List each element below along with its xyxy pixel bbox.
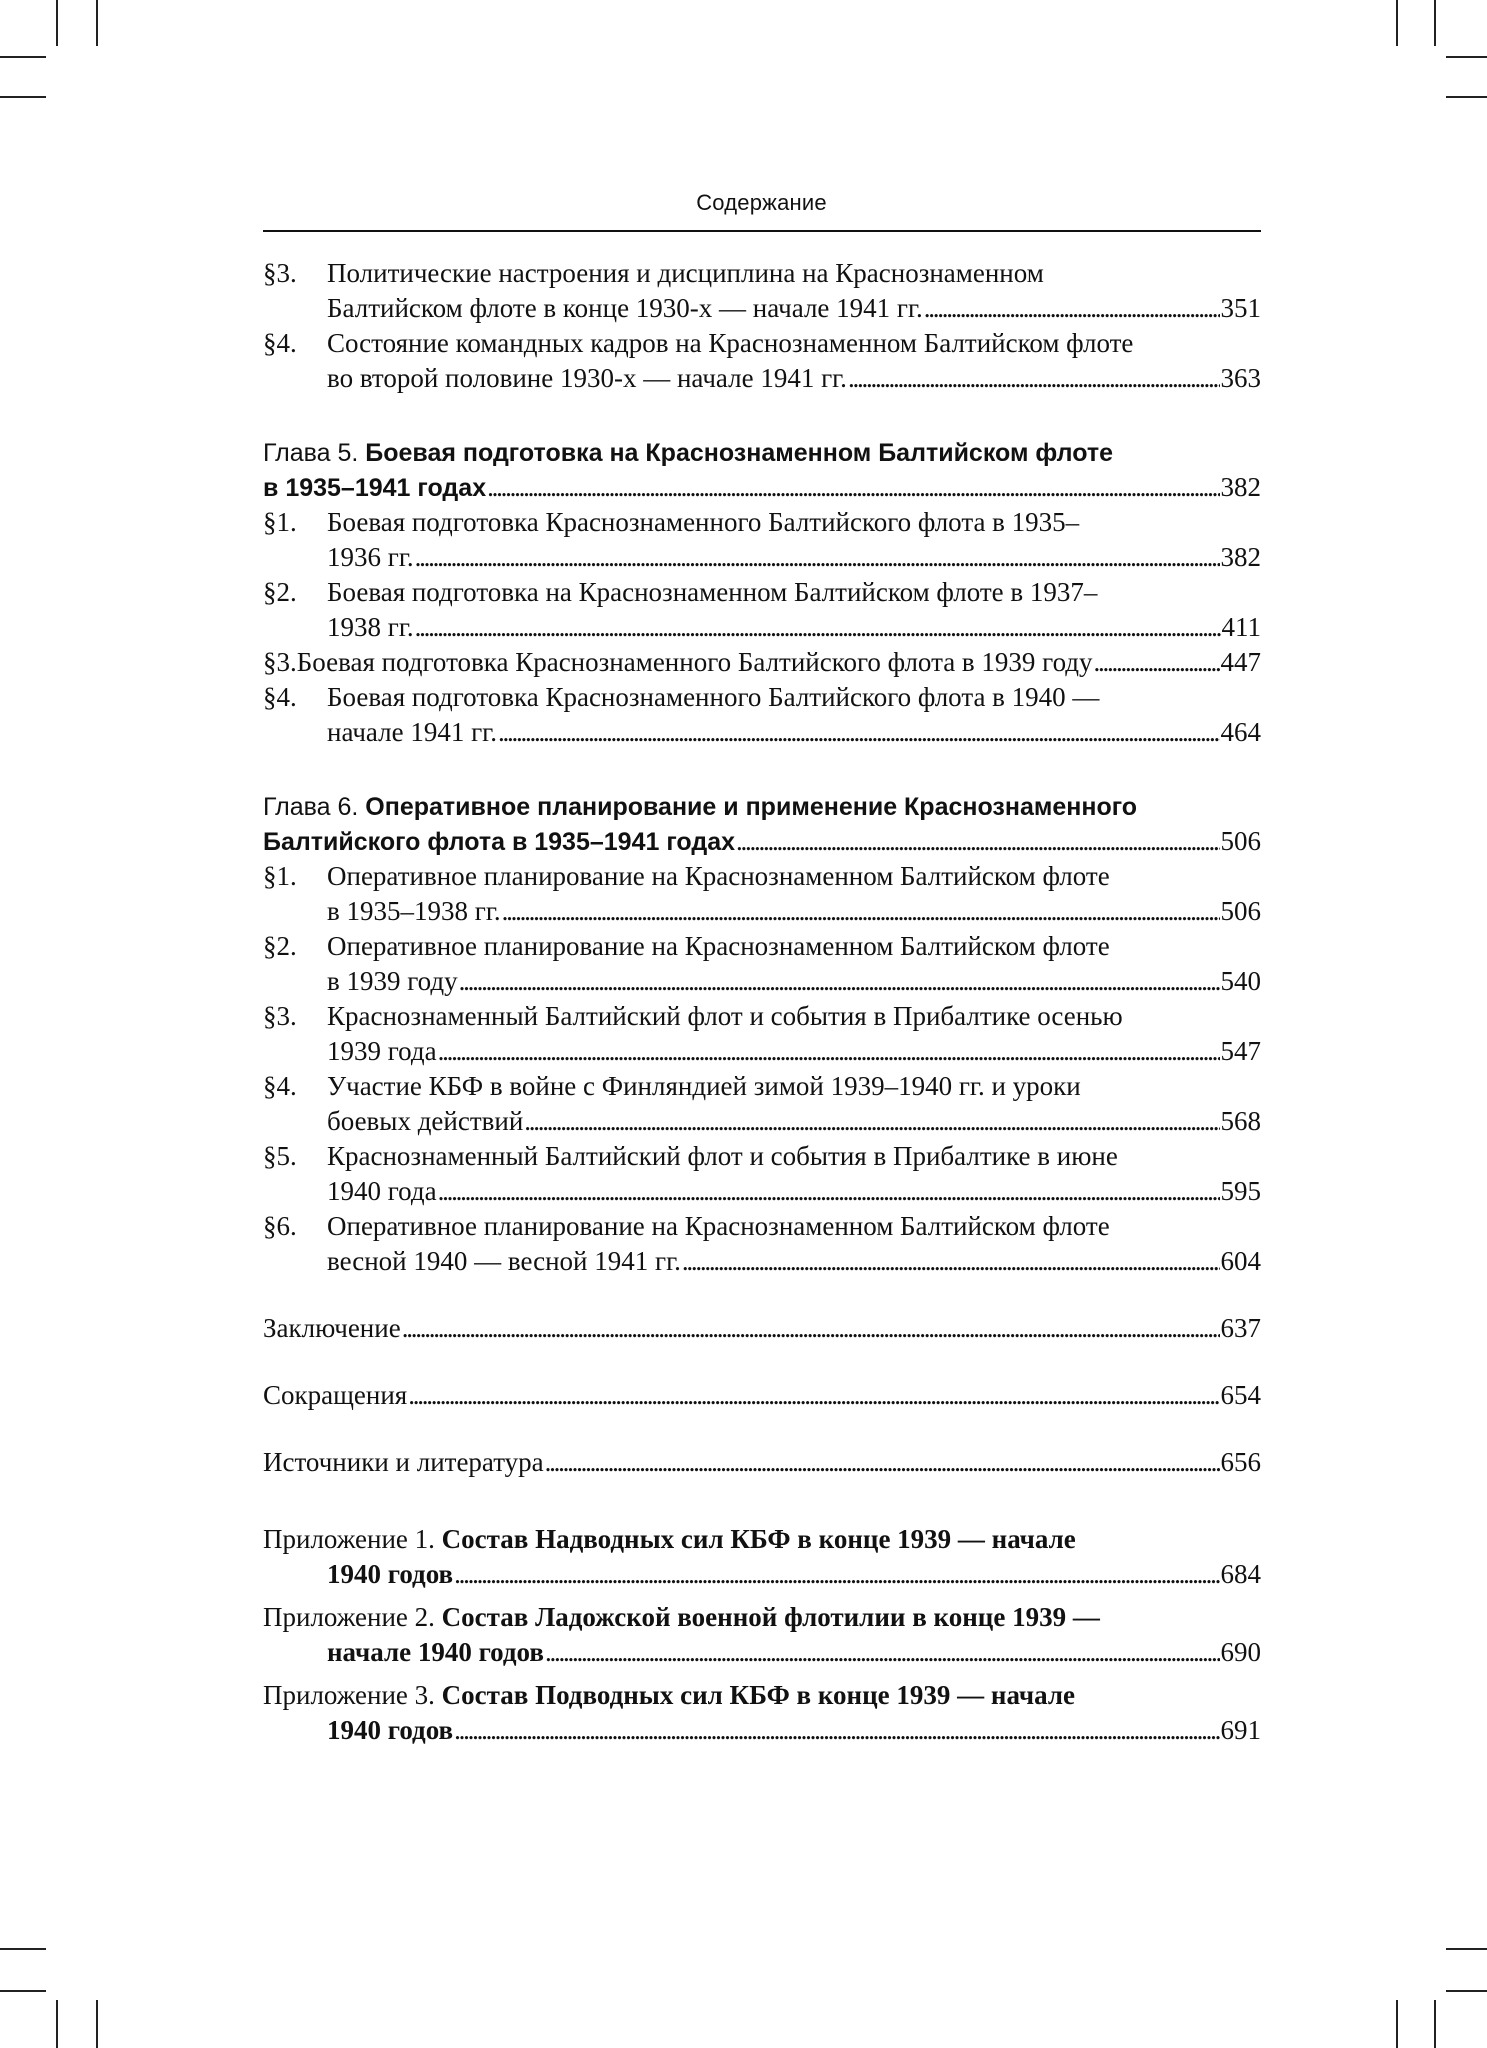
section-title: Краснознаменный Балтийский флот и события в Прибалтике в июне <box>327 1141 1118 1171</box>
page-number: 604 <box>1220 1246 1261 1276</box>
section-title: Состояние командных кадров на Краснознаменном Балтийском флоте <box>327 328 1134 358</box>
section-title: в 1935–1938 гг. <box>327 896 501 926</box>
page-number: 691 <box>1220 1715 1261 1745</box>
leader-dots <box>736 824 1219 859</box>
crop-mark <box>96 2000 98 2048</box>
section-title: боевых действий <box>327 1106 524 1136</box>
crop-mark <box>1446 96 1487 98</box>
section-number: §4. <box>263 682 297 712</box>
section-title: Политические настроения и дисциплина на Краснознаменном <box>327 258 1044 288</box>
appendix-title: Состав Подводных сил КБФ в конце 1939 — начале <box>441 1680 1075 1710</box>
crop-mark <box>1434 2000 1436 2048</box>
toc-entry-sources[interactable] <box>263 1445 1261 1480</box>
chapter-title: Оперативное планирование и применение Краснознаменного <box>365 793 1138 821</box>
crop-mark <box>96 0 98 46</box>
page-number: 690 <box>1220 1637 1261 1667</box>
appendix-entry[interactable] <box>263 1600 1261 1670</box>
section-number: §3. <box>263 1001 297 1031</box>
toc-entry-abbreviations[interactable] <box>263 1378 1261 1413</box>
appendix-prefix: Приложение 3. <box>263 1680 442 1710</box>
header-rule <box>263 230 1261 232</box>
appendix-title: 1940 годов <box>327 1715 454 1745</box>
section-title: 1938 гг. <box>327 612 414 642</box>
toc-entry[interactable] <box>263 505 1261 575</box>
chapter-title: Балтийского флота в 1935–1941 годах <box>263 828 736 856</box>
entry-title: Заключение <box>263 1313 401 1343</box>
leader-dots <box>498 715 1220 750</box>
toc-entry[interactable] <box>263 256 1261 326</box>
appendix-entry[interactable] <box>263 1522 1261 1592</box>
section-number: §1. <box>263 507 297 537</box>
section-title: 1939 года <box>327 1036 437 1066</box>
appendix-prefix: Приложение 2. <box>263 1602 442 1632</box>
page-number: 363 <box>1220 363 1261 393</box>
section-number: §3. <box>263 258 297 288</box>
leader-dots <box>545 1635 1220 1670</box>
crop-mark <box>0 1990 46 1992</box>
chapter-entry[interactable] <box>263 435 1261 505</box>
section-title: Участие КБФ в войне с Финляндией зимой 1939–1940 гг. и уроки <box>327 1071 1081 1101</box>
section-title: во второй половине 1930-х — начале 1941 гг. <box>327 363 847 393</box>
toc-entry[interactable] <box>263 645 1261 680</box>
section-title: Оперативное планирование на Краснознаменном Балтийском флоте <box>327 931 1110 961</box>
section-title: Оперативное планирование на Краснознаменном Балтийском флоте <box>327 1211 1110 1241</box>
toc-entry[interactable] <box>263 929 1261 999</box>
crop-mark <box>0 56 46 58</box>
page-number: 568 <box>1220 1106 1261 1136</box>
section-title: 1936 гг. <box>327 542 414 572</box>
appendix-title: Состав Надводных сил КБФ в конце 1939 — начале <box>441 1524 1076 1554</box>
leader-dots <box>487 470 1219 505</box>
page-number: 654 <box>1220 1380 1261 1410</box>
running-header: Содержание <box>696 190 827 215</box>
section-title: начале 1941 гг. <box>327 717 497 747</box>
table-of-contents <box>263 256 1261 1748</box>
section-number: §4. <box>263 1071 297 1101</box>
crop-mark <box>56 2000 58 2048</box>
section-title: Боевая подготовка на Краснознаменном Балтийском флоте в 1937– <box>327 577 1098 607</box>
toc-entry[interactable] <box>263 680 1261 750</box>
toc-entry[interactable] <box>263 326 1261 396</box>
section-title: Оперативное планирование на Краснознаменном Балтийском флоте <box>327 861 1110 891</box>
page-number: 656 <box>1220 1447 1261 1477</box>
entry-title: Сокращения <box>263 1380 408 1410</box>
toc-entry[interactable] <box>263 859 1261 929</box>
toc-entry[interactable] <box>263 1069 1261 1139</box>
crop-mark <box>1396 0 1398 46</box>
toc-entry[interactable] <box>263 999 1261 1069</box>
appendix-title: Состав Ладожской военной флотилии в конце 1939 — <box>441 1602 1100 1632</box>
crop-mark <box>1446 1948 1487 1950</box>
leader-dots <box>402 1311 1220 1346</box>
leader-dots <box>848 361 1220 396</box>
page-number: 684 <box>1220 1559 1261 1589</box>
leader-dots <box>524 1104 1219 1139</box>
crop-mark <box>0 1948 46 1950</box>
leader-dots <box>459 964 1220 999</box>
chapter-entry[interactable] <box>263 789 1261 859</box>
page-number: 540 <box>1220 966 1261 996</box>
chapter-prefix: Глава 5. <box>263 439 366 467</box>
leader-dots <box>415 540 1220 575</box>
chapter-prefix: Глава 6. <box>263 793 366 821</box>
section-title: Балтийском флоте в конце 1930-х — начале 1941 гг. <box>327 293 923 323</box>
section-number: §3. <box>263 647 297 677</box>
crop-mark <box>56 0 58 46</box>
page-number: 547 <box>1220 1036 1261 1066</box>
leader-dots <box>408 1378 1219 1413</box>
toc-entry[interactable] <box>263 1209 1261 1279</box>
chapter-title: в 1935–1941 годах <box>263 474 487 502</box>
appendix-entry[interactable] <box>263 1678 1261 1748</box>
crop-mark <box>1446 1990 1487 1992</box>
page-number: 382 <box>1220 542 1261 572</box>
leader-dots <box>545 1445 1220 1480</box>
page-number: 506 <box>1220 896 1261 926</box>
leader-dots <box>682 1244 1220 1279</box>
page-number: 382 <box>1220 472 1261 502</box>
leader-dots <box>454 1557 1219 1592</box>
leader-dots <box>502 894 1220 929</box>
section-number: §2. <box>263 931 297 961</box>
crop-mark <box>0 96 46 98</box>
toc-entry[interactable] <box>263 575 1261 645</box>
section-title: Боевая подготовка Краснознаменного Балтийского флота в 1940 — <box>327 682 1100 712</box>
section-title: Краснознаменный Балтийский флот и события в Прибалтике осенью <box>327 1001 1123 1031</box>
section-title: Боевая подготовка Краснознаменного Балтийского флота в 1939 году <box>296 647 1093 677</box>
leader-dots <box>1094 645 1220 680</box>
leader-dots <box>454 1713 1219 1748</box>
crop-mark <box>1396 2000 1398 2048</box>
section-title: 1940 года <box>327 1176 437 1206</box>
chapter-title: Боевая подготовка на Краснознаменном Балтийском флоте <box>365 439 1113 467</box>
section-title: в 1939 году <box>327 966 458 996</box>
leader-dots <box>924 291 1220 326</box>
entry-title: Источники и литература <box>263 1447 544 1477</box>
leader-dots <box>415 610 1221 645</box>
leader-dots <box>438 1034 1220 1069</box>
appendix-title: начале 1940 годов <box>327 1637 544 1667</box>
page-number: 506 <box>1220 826 1261 856</box>
section-number: §2. <box>263 577 297 607</box>
crop-mark <box>1434 0 1436 46</box>
crop-mark <box>1446 56 1487 58</box>
appendix-title: 1940 годов <box>327 1559 454 1589</box>
toc-entry[interactable] <box>263 1139 1261 1209</box>
page-number: 447 <box>1220 647 1261 677</box>
toc-entry-conclusion[interactable] <box>263 1311 1261 1346</box>
page-number: 464 <box>1220 717 1261 747</box>
appendix-prefix: Приложение 1. <box>263 1524 442 1554</box>
section-number: §1. <box>263 861 297 891</box>
page-number: 595 <box>1220 1176 1261 1206</box>
leader-dots <box>438 1174 1220 1209</box>
page-number: 637 <box>1220 1313 1261 1343</box>
section-number: §4. <box>263 328 297 358</box>
section-title: Боевая подготовка Краснознаменного Балтийского флота в 1935– <box>327 507 1080 537</box>
section-number: §6. <box>263 1211 297 1241</box>
section-number: §5. <box>263 1141 297 1171</box>
page-number: 411 <box>1221 612 1261 642</box>
section-title: весной 1940 — весной 1941 гг. <box>327 1246 681 1276</box>
page-number: 351 <box>1220 293 1261 323</box>
